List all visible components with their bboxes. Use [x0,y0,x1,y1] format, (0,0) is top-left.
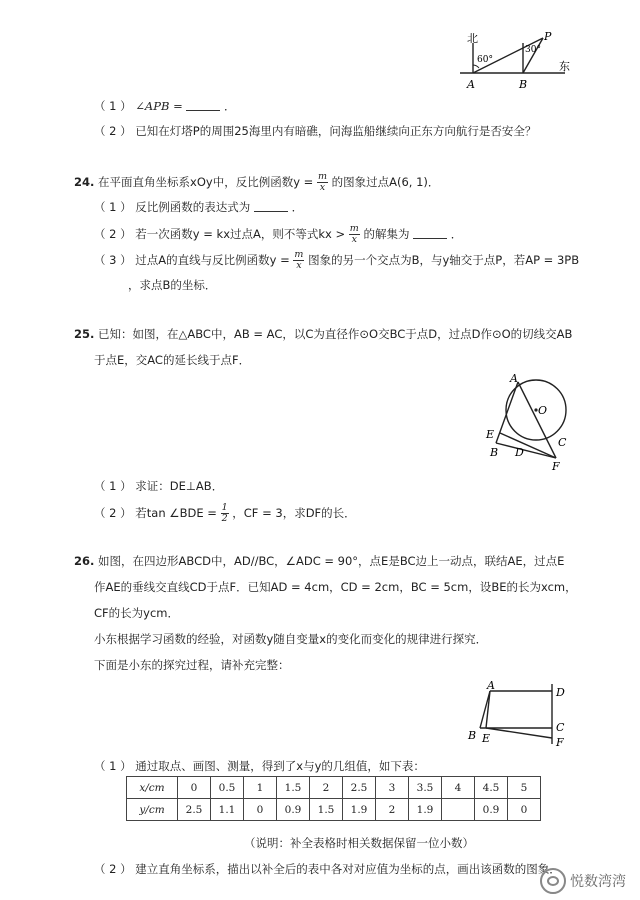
q25-part1-text: 求证：DE⊥AB． [135,479,224,493]
q24-part2-fraction [349,224,360,245]
table-cell-blank[interactable] [442,799,475,821]
q24-part3-text-a: 过点A的直线与反比例函数y = [135,253,294,267]
frac-top: m [317,171,327,182]
wechat-icon [540,868,566,894]
q26-part2-text: 建立直角坐标系，描出以补全后的表中各对对应值为坐标的点，画出该函数的图象． [135,862,561,876]
table-cell: 0 [244,799,277,821]
q23-part1-blank[interactable] [186,98,220,111]
q24-stem-b: 的图象过点A(6, 1)． [331,175,440,189]
q24-part2-num: （ 2 ） [94,227,132,241]
frac-top: 1 [221,502,228,513]
q24-part1 [94,198,303,216]
q26-line3: CF的长为ycm． [94,606,179,620]
table-note: （说明：补全表格时相关数据保留一位小数） [244,836,474,850]
fig25-b: B [490,446,499,459]
q23-part2-text: 已知在灯塔P的周围25海里内有暗礁，问海监船继续向正东方向航行是否安全？ [135,124,537,138]
q26-text1: 如图，在四边形ABCD中，AD//BC，∠ADC = 90°，点E是BC边上一动点，联结AE，过点E [98,554,565,568]
q26-line2: 作AE的垂线交直线CD于点F．已知AD = 4cm，CD = 2cm，BC = 5cm，设BE的长为xcm， [94,580,577,594]
frac-bottom: x [351,234,357,245]
table-cell: 1.9 [409,799,442,821]
q25-part2-text-a: 若tan ∠BDE = [135,506,221,520]
fig25-d: D [515,446,524,459]
table-cell: 2.5 [178,799,211,821]
table-cell: 2.5 [343,777,376,799]
q23-part1-num: （ 1 ） [94,99,132,113]
point-a-label: A [467,78,475,91]
table-header-x: x/cm [127,777,178,799]
table-row [127,777,541,799]
point-b-label: B [519,78,528,91]
table-cell: 1.5 [310,799,343,821]
point-p-label: P [544,30,552,43]
q25-part1-num: （ 1 ） [94,479,132,493]
quadrilateral-figure [460,676,575,756]
q24-part2-text-b: 的解集为 [363,227,410,241]
q25-part2-num: （ 2 ） [94,506,132,520]
q23-part1 [94,97,236,115]
table-cell: 0 [508,799,541,821]
east-label: 东 [559,60,570,73]
table-cell: 5 [508,777,541,799]
frac-top: m [294,249,304,260]
q25-part2 [94,503,356,524]
q26-number: 26. [74,554,95,568]
fig25-c: C [558,436,567,449]
table-cell: 2 [376,799,409,821]
fig26-f: F [556,736,564,749]
q23-part1-tail: ． [224,99,236,113]
fig26-b: B [468,729,477,742]
q26-line5: 下面是小东的探究过程，请补充完整： [94,658,290,672]
watermark [540,868,626,894]
lighthouse-figure [455,28,585,93]
q25-stem-line1 [74,325,572,343]
frac-bottom: 2 [221,513,228,524]
q24-part1-tail: ． [291,200,304,214]
circle-triangle-figure [478,370,588,475]
frac-bottom: x [319,182,326,193]
angle-60-label: 60° [477,55,493,65]
q24-part2-text-a: 若一次函数y = kx过点A，则不等式kx > [135,227,349,241]
q24-part3-text-b: 图象的另一个交点为B，与y轴交于点P，若AP = 3PB [308,253,580,267]
q26-part2-num: （ 2 ） [94,862,132,876]
table-cell: 4 [442,777,475,799]
frac-top: m [349,223,359,234]
q25-stem-text1: 已知：如图，在△ABC中，AB = AC，以C为直径作⊙O交BC于点D，过点D作⊙O的切线交AB [98,327,573,341]
q23-part1-text: ∠APB = [135,99,187,113]
table-cell: 1.1 [211,799,244,821]
watermark-text: 悦数湾湾 [570,874,626,890]
table-cell: 3 [376,777,409,799]
q26-part1-num: （ 1 ） [94,759,132,773]
q24-part1-blank[interactable] [254,199,288,212]
q24-part1-num: （ 1 ） [94,200,132,214]
table-cell: 4.5 [475,777,508,799]
q24-stem-a: 在平面直角坐标系xOy中，反比例函数y = [98,175,317,189]
fig25-f: F [552,460,560,473]
table-row [127,799,541,821]
north-label: 北 [467,32,478,45]
q24-number: 24. [74,175,95,189]
fig25-a: A [510,372,518,385]
fig25-o: O [538,404,548,417]
q25-stem-line2: 于点E，交AC的延长线于点F． [94,353,251,367]
q24-part2-tail: ． [450,227,463,241]
fig26-c: C [556,721,565,734]
fig26-a: A [487,679,495,692]
q26-line1 [74,552,564,570]
q23-part2-num: （ 2 ） [94,124,132,138]
fig26-e: E [482,732,491,745]
q26-part1-text: 通过取点、画图、测量，得到了x与y的几组值，如下表： [135,759,425,773]
table-cell: 1.9 [343,799,376,821]
q25-number: 25. [74,327,95,341]
q24-fraction [317,172,328,193]
xy-value-table [126,776,541,821]
table-cell: 0 [178,777,211,799]
q23-part2 [94,122,536,140]
q26-line4: 小东根据学习函数的经验，对函数y随自变量x的变化而变化的规律进行探究． [94,632,488,646]
q24-part3-num: （ 3 ） [94,253,132,267]
fig25-e: E [486,428,495,441]
q24-part3-cont: ，求点B的坐标． [128,278,217,292]
fig26-d: D [556,686,565,699]
table-cell: 0.9 [277,799,310,821]
frac-bottom: x [296,260,302,271]
angle-30-label: 30° [525,45,541,55]
table-cell: 3.5 [409,777,442,799]
table-header-y: y/cm [127,799,178,821]
table-cell: 1 [244,777,277,799]
table-cell: 0.5 [211,777,244,799]
q26-part1 [94,757,425,775]
q24-part3-fraction [293,250,304,271]
q24-part2 [94,224,462,245]
q24-part2-blank[interactable] [413,226,447,239]
q25-part1 [94,477,223,495]
q25-part2-fraction [221,503,229,524]
table-cell: 2 [310,777,343,799]
q25-part2-text-b: ，CF = 3，求DF的长． [232,506,356,520]
q24-part1-text: 反比例函数的表达式为 [135,200,251,214]
q24-part3 [94,250,579,271]
table-cell: 0.9 [475,799,508,821]
q24-stem [74,172,439,193]
q26-part2 [94,860,561,878]
table-cell: 1.5 [277,777,310,799]
